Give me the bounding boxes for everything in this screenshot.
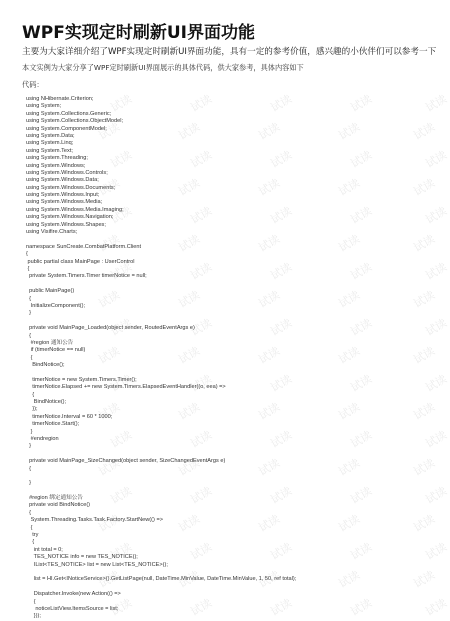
watermark: 试读 xyxy=(108,148,135,171)
watermark: 试读 xyxy=(268,204,295,227)
watermark: 试读 xyxy=(348,428,375,451)
watermark: 试读 xyxy=(348,596,375,619)
code-line: using System.ComponentModel; xyxy=(26,125,107,132)
watermark: 试读 xyxy=(188,372,215,395)
code-line: }); xyxy=(26,406,38,413)
watermark: 试读 xyxy=(188,148,215,171)
code-line: { xyxy=(26,251,28,258)
watermark: 试读 xyxy=(188,428,215,451)
watermark: 试读 xyxy=(411,400,438,423)
code-line: using System.Threading; xyxy=(26,155,88,162)
watermark: 试读 xyxy=(411,568,438,591)
code-line: list = HI.Get<INoticeService>().GetListPage(null, DateTime.MinValue, DateTime.MinValue, 1, 50, ref total); xyxy=(26,576,297,583)
code-line: } xyxy=(26,310,31,317)
watermark: 试读 xyxy=(256,568,283,591)
watermark: 试读 xyxy=(348,204,375,227)
watermark: 试读 xyxy=(108,596,135,619)
watermark: 试读 xyxy=(188,540,215,563)
code-line: Dispatcher.Invoke(new Action(() => xyxy=(26,591,121,598)
watermark: 试读 xyxy=(348,260,375,283)
code-line: })); xyxy=(26,613,41,620)
watermark: 试读 xyxy=(411,288,438,311)
watermark: 试读 xyxy=(336,344,363,367)
watermark: 试读 xyxy=(108,316,135,339)
code-line: { xyxy=(26,332,31,339)
code-label: 代码： xyxy=(22,80,44,89)
watermark: 试读 xyxy=(411,344,438,367)
code-line: { xyxy=(26,465,31,472)
code-line: #region 通知公告 xyxy=(26,339,74,346)
code-line: private void MainPage_Loaded(object sender, RoutedEventArgs e) xyxy=(26,325,195,332)
code-line: #endregion xyxy=(26,435,59,442)
code-line: private void MainPage_SizeChanged(object sender, SizeChangedEventArgs e) xyxy=(26,458,226,465)
watermark: 试读 xyxy=(423,484,450,507)
watermark: 试读 xyxy=(256,344,283,367)
watermark: 试读 xyxy=(96,568,123,591)
code-line: using System.Collections.ObjectModel; xyxy=(26,118,124,125)
watermark: 试读 xyxy=(176,512,203,535)
watermark: 试读 xyxy=(256,288,283,311)
code-line: using System.Windows.Documents; xyxy=(26,184,116,191)
watermark: 试读 xyxy=(336,568,363,591)
watermark: 试读 xyxy=(348,484,375,507)
code-line: using NHibernate.Criterion; xyxy=(26,96,94,102)
watermark: 试读 xyxy=(268,92,295,115)
watermark: 试读 xyxy=(348,148,375,171)
watermark: 试读 xyxy=(108,204,135,227)
watermark: 试读 xyxy=(188,484,215,507)
watermark: 试读 xyxy=(423,316,450,339)
watermark: 试读 xyxy=(96,176,123,199)
watermark: 试读 xyxy=(268,428,295,451)
code-line: } xyxy=(26,443,31,450)
code-line: InitializeComponent(); xyxy=(26,302,86,309)
watermark: 试读 xyxy=(336,512,363,535)
code-line: timerNotice.Interval = 60 * 1000; xyxy=(26,413,113,420)
watermark: 试读 xyxy=(176,120,203,143)
watermark: 试读 xyxy=(423,596,450,619)
watermark: 试读 xyxy=(423,148,450,171)
watermark: 试读 xyxy=(348,540,375,563)
watermark: 试读 xyxy=(176,456,203,479)
code-line: if (timerNotice == null) xyxy=(26,347,86,354)
watermark: 试读 xyxy=(411,176,438,199)
watermark: 试读 xyxy=(176,400,203,423)
watermark: 试读 xyxy=(256,400,283,423)
code-line: { xyxy=(26,265,30,272)
watermark: 试读 xyxy=(268,260,295,283)
code-line: namespace SunCreate.CombatPlatform.Client xyxy=(26,243,142,250)
code-line: timerNotice.Start(); xyxy=(26,421,80,428)
code-line: public MainPage() xyxy=(26,288,75,295)
watermark: 试读 xyxy=(348,316,375,339)
watermark: 试读 xyxy=(336,456,363,479)
code-line: private void BindNotice() xyxy=(26,502,91,509)
watermark: 试读 xyxy=(96,400,123,423)
code-line: using System; xyxy=(26,103,62,110)
watermark: 试读 xyxy=(336,120,363,143)
watermark: 试读 xyxy=(268,540,295,563)
watermark: 试读 xyxy=(268,316,295,339)
watermark: 试读 xyxy=(176,232,203,255)
code-line: BindNotice(); xyxy=(26,399,67,406)
watermark: 试读 xyxy=(176,344,203,367)
code-line: using System.Linq; xyxy=(26,140,74,147)
watermark: 试读 xyxy=(256,120,283,143)
watermark: 试读 xyxy=(336,288,363,311)
watermark: 试读 xyxy=(268,484,295,507)
code-line: { xyxy=(26,539,35,546)
watermark: 试读 xyxy=(96,288,123,311)
watermark: 试读 xyxy=(96,344,123,367)
code-line: using System.Windows.Shapes; xyxy=(26,221,106,228)
watermark: 试读 xyxy=(108,540,135,563)
code-line: using System.Windows.Media.Imaging; xyxy=(26,206,124,213)
code-line: using System.Text; xyxy=(26,147,73,154)
watermark: 试读 xyxy=(188,260,215,283)
code-line: using System.Windows.Media; xyxy=(26,199,103,206)
code-line: BindNotice(); xyxy=(26,362,65,369)
watermark: 试读 xyxy=(423,260,450,283)
code-line: public partial class MainPage : UserControl xyxy=(26,258,135,265)
watermark: 试读 xyxy=(336,176,363,199)
code-line: } xyxy=(26,428,33,435)
watermark: 试读 xyxy=(176,288,203,311)
watermark: 试读 xyxy=(423,92,450,115)
watermark: 试读 xyxy=(411,512,438,535)
watermark: 试读 xyxy=(176,176,203,199)
article-description: 本文实例为大家分享了WPF定时刷新UI界面展示的具体代码，供大家参考，具体内容如下 xyxy=(22,63,304,72)
code-line: #region 绑定通知公告 xyxy=(26,495,83,502)
code-line: using System.Windows.Controls; xyxy=(26,169,108,176)
watermark: 试读 xyxy=(96,232,123,255)
watermark: 试读 xyxy=(188,92,215,115)
code-line xyxy=(26,318,426,325)
code-line: try xyxy=(26,532,39,539)
code-line: { xyxy=(26,391,35,398)
code-line: private System.Timers.Timer timerNotice = null; xyxy=(26,273,147,280)
code-line: using System.Data; xyxy=(26,132,75,139)
code-line xyxy=(26,488,426,495)
watermark: 试读 xyxy=(188,204,215,227)
watermark: 试读 xyxy=(188,316,215,339)
watermark: 试读 xyxy=(108,428,135,451)
code-line xyxy=(26,236,426,243)
code-line: { xyxy=(26,354,33,361)
code-line: { xyxy=(26,524,33,531)
code-line xyxy=(26,584,426,591)
code-line xyxy=(26,281,426,288)
code-line: using System.Windows; xyxy=(26,162,86,169)
watermark: 试读 xyxy=(96,120,123,143)
code-line: System.Threading.Tasks.Task.Factory.StartNew(() => xyxy=(26,517,163,524)
watermark: 试读 xyxy=(268,596,295,619)
watermark: 试读 xyxy=(423,428,450,451)
watermark: 试读 xyxy=(108,372,135,395)
watermark: 试读 xyxy=(268,372,295,395)
code-line: { xyxy=(26,295,31,302)
code-line: using System.Windows.Navigation; xyxy=(26,214,114,221)
code-line xyxy=(26,369,426,376)
watermark: 试读 xyxy=(423,372,450,395)
watermark: 试读 xyxy=(411,120,438,143)
article-title: WPF实现定时刷新UI界面功能 xyxy=(22,23,255,43)
code-line: timerNotice = new System.Timers.Timer(); xyxy=(26,376,137,383)
watermark: 试读 xyxy=(108,484,135,507)
watermark: 试读 xyxy=(256,176,283,199)
watermark: 试读 xyxy=(256,232,283,255)
watermark: 试读 xyxy=(108,92,135,115)
watermark: 试读 xyxy=(348,372,375,395)
watermark: 试读 xyxy=(256,456,283,479)
code-line: using Visifire.Charts; xyxy=(26,229,78,236)
watermark: 试读 xyxy=(423,204,450,227)
watermark: 试读 xyxy=(336,232,363,255)
code-line: } xyxy=(26,480,31,487)
code-line: IList<TES_NOTICE> list = new List<TES_NOTICE>(); xyxy=(26,561,168,568)
watermark: 试读 xyxy=(411,456,438,479)
watermark: 试读 xyxy=(411,232,438,255)
watermark: 试读 xyxy=(188,596,215,619)
watermark: 试读 xyxy=(268,148,295,171)
code-line: using System.Collections.Generic; xyxy=(26,110,112,117)
watermark: 试读 xyxy=(108,260,135,283)
watermark: 试读 xyxy=(96,512,123,535)
article-intro: 主要为大家详细介绍了WPF实现定时刷新UI界面功能，具有一定的参考价值，感兴趣的小伙伴们可以参考一下 xyxy=(22,47,437,57)
code-block xyxy=(26,96,426,621)
watermark: 试读 xyxy=(348,92,375,115)
code-line xyxy=(26,473,426,480)
watermark: 试读 xyxy=(256,512,283,535)
code-line xyxy=(26,451,426,458)
code-line: int total = 0; xyxy=(26,546,63,553)
watermark: 试读 xyxy=(176,568,203,591)
watermark: 试读 xyxy=(96,456,123,479)
code-line: noticeListView.ItemsSource = list; xyxy=(26,605,119,612)
watermark: 试读 xyxy=(423,540,450,563)
code-line: TES_NOTICE info = new TES_NOTICE(); xyxy=(26,554,138,561)
watermark: 试读 xyxy=(336,400,363,423)
code-line: { xyxy=(26,598,36,605)
code-line: using System.Windows.Input; xyxy=(26,192,100,199)
code-line: using System.Windows.Data; xyxy=(26,177,99,184)
code-line: timerNotice.Elapsed += new System.Timers.ElapsedEventHandler((o, eea) => xyxy=(26,384,226,391)
code-line: { xyxy=(26,509,31,516)
code-line xyxy=(26,569,426,576)
